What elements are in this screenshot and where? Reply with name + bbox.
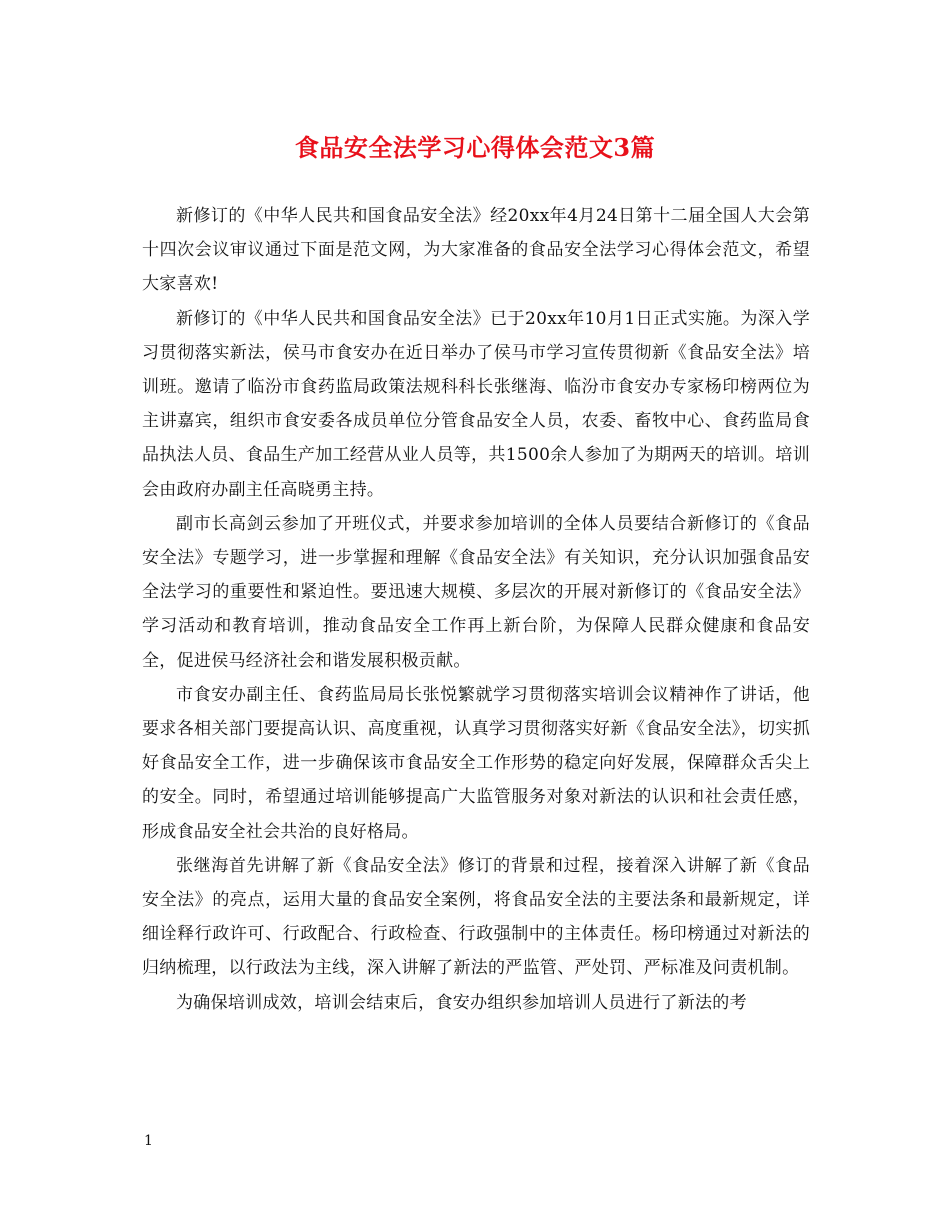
document-body [142, 199, 810, 1020]
paragraph-4: 市食安办副主任、食药监局局长张悦繁就学习贯彻落实培训会议精神作了讲话，他要求各相关部门要提高认识、高度重视，认真学习贯彻落实好新《食品安全法》，切实抓好食品安全工作，进一步确保该市食品安全工作形势的稳定向好发展，保障群众舌尖上的安全。同时，希望通过培训能够提高广大监管服务对象对新法的认识和社会责任感，形成食品安全社会共治的良好格局。 [142, 684, 810, 842]
paragraph-3: 副市长高剑云参加了开班仪式，并要求参加培训的全体人员要结合新修订的《食品安全法》专题学习，进一步掌握和理解《食品安全法》有关知识，充分认识加强食品安全法学习的重要性和紧迫性。要迅速大规模、多层次的开展对新修订的《食品安全法》学习活动和教育培训，推动食品安全工作再上新台阶，为保障人民群众健康和食品安全，促进侯马经济社会和谐发展积极贡献。 [142, 513, 810, 671]
paragraph-1: 新修订的《中华人民共和国食品安全法》经20xx年4月24日第十二届全国人大会第十四次会议审议通过下面是范文网，为大家准备的食品安全法学习心得体会范文，希望大家喜欢! [142, 206, 810, 295]
page-number: 1 [144, 1133, 153, 1149]
document-title: 食品安全法学习心得体会范文3篇 [294, 133, 656, 162]
paragraph-6: 为确保培训成效，培训会结束后，食安办组织参加培训人员进行了新法的考 [176, 992, 747, 1013]
paragraph-5: 张继海首先讲解了新《食品安全法》修订的背景和过程，接着深入讲解了新《食品安全法》的亮点，运用大量的食品安全案例，将食品安全法的主要法条和最新规定，详细诠释行政许可、行政配合、行政检查、行政强制中的主体责任。杨印榜通过对新法的归纳梳理，以行政法为主线，深入讲解了新法的严监管、严处罚、严标准及问责机制。 [142, 855, 810, 979]
paragraph-2: 新修订的《中华人民共和国食品安全法》已于20xx年10月1日正式实施。为深入学习贯彻落实新法，侯马市食安办在近日举办了侯马市学习宣传贯彻新《食品安全法》培训班。邀请了临汾市食药监局政策法规科科长张继海、临汾市食安办专家杨印榜两位为主讲嘉宾，组织市食安委各成员单位分管食品安全人员，农委、畜牧中心、食药监局食品执法人员、食品生产加工经营从业人员等，共1500余人参加了为期两天的培训。培训会由政府办副主任高晓勇主持。 [142, 308, 810, 500]
